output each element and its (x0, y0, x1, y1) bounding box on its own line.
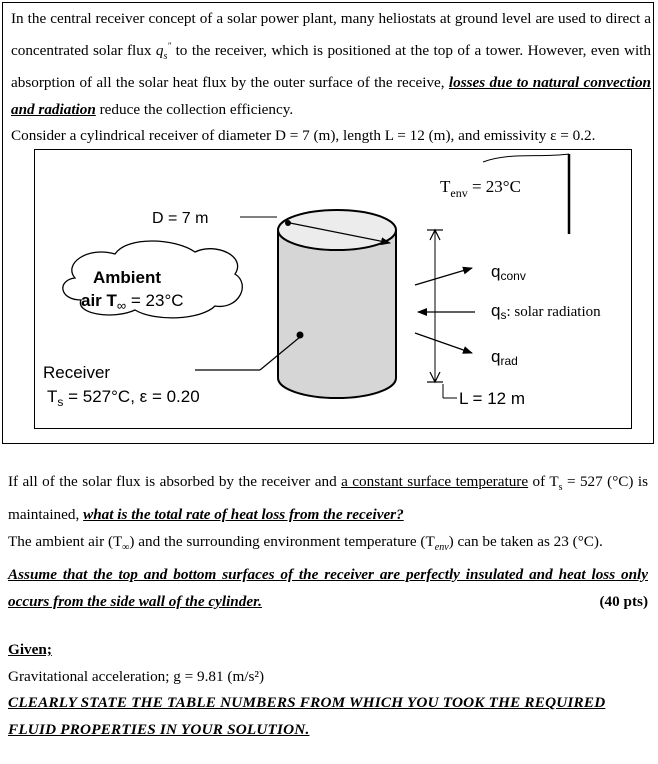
q-text-3: of T (528, 473, 559, 490)
q-text-1: If all of the solar flux is absorbed by the receiver and (8, 473, 342, 490)
qs-label: qs: solar radiation (491, 301, 601, 322)
qconv-label: qconv (491, 262, 526, 283)
problem-box (2, 2, 654, 444)
gravity-line: Gravitational acceleration; g = 9.81 (m/s²) (8, 667, 265, 685)
intro-text-2: to the receiver, which is positioned at the top of a tower. However, even with absorption of all the solar heat flux by the outer surface of the receive, (11, 41, 651, 92)
env-curve (483, 154, 569, 162)
question-paragraph (8, 468, 648, 615)
qconv-arrow (415, 268, 472, 285)
intro-text-4: Consider a cylindrical receiver of diameter D = 7 (m), length L = 12 (m), and emissivity ε = 0.2. (11, 127, 596, 145)
ts-subscript: s (558, 482, 563, 494)
intro-text-3: reduce the collection efficiency. (95, 100, 294, 118)
d-label: D = 7 m (152, 210, 209, 227)
points-label: (40 pts) (599, 593, 648, 611)
ambient-temp-label: air $T_\infty = 23^\circ C$ (81, 291, 184, 313)
l-label: L = 12 m (459, 389, 525, 408)
intro-paragraph (11, 6, 651, 150)
qrad-label: qrad (491, 347, 518, 368)
qs-prime: " (167, 40, 172, 51)
ambient-text-2: ) and the surrounding environment temperature (T (129, 533, 435, 551)
qs-subscript: s (163, 50, 168, 62)
ambient-label: Ambient (93, 268, 161, 287)
tenv-subscript: env (434, 542, 449, 554)
diameter-dot (285, 220, 291, 226)
t-env-label: $T_{env} = 23^\circ C$ (440, 177, 521, 200)
qrad-arrow (415, 333, 472, 353)
q-text-4: = 527 (°C) is maintained, (8, 473, 649, 524)
intro-text-1: In the central receiver concept of a solar power plant, many heliostats at ground level are used to direct a concentrated solar flux (11, 10, 651, 59)
ambient-text-1: The ambient air (T (8, 533, 123, 551)
total-heat-loss-question: what is the total rate of heat loss from the receiver? (83, 506, 404, 524)
receiver-figure (34, 149, 632, 429)
cylinder-top (278, 210, 396, 250)
table-note: CLEARLY STATE THE TABLE NUMBERS FROM WHICH YOU TOOK THE REQUIRED FLUID PROPERTIES IN YOUR SOLUTION. (8, 694, 606, 738)
ts-label: $T_s = 527^\circ C$, ε = 0.20 (47, 387, 200, 409)
receiver-label: Receiver (43, 363, 111, 382)
cylinder-body (278, 230, 396, 398)
receiver-diagram (35, 150, 633, 430)
qs-symbol: q (155, 41, 164, 59)
assumption-text: Assume that the top and bottom surfaces of the receiver are perfectly insulated and heat loss only occurs from the side wall of the cylinder. (8, 566, 648, 611)
losses-emphasis: losses due to natural convection and radiation (11, 74, 652, 118)
constant-temp-phrase: a constant surface temperature (341, 473, 529, 490)
given-section (8, 637, 648, 743)
tinf-subscript: ∞ (122, 542, 130, 554)
given-heading: Given; (8, 641, 52, 658)
ambient-text-3: ) can be taken as 23 (°C). (448, 533, 603, 551)
